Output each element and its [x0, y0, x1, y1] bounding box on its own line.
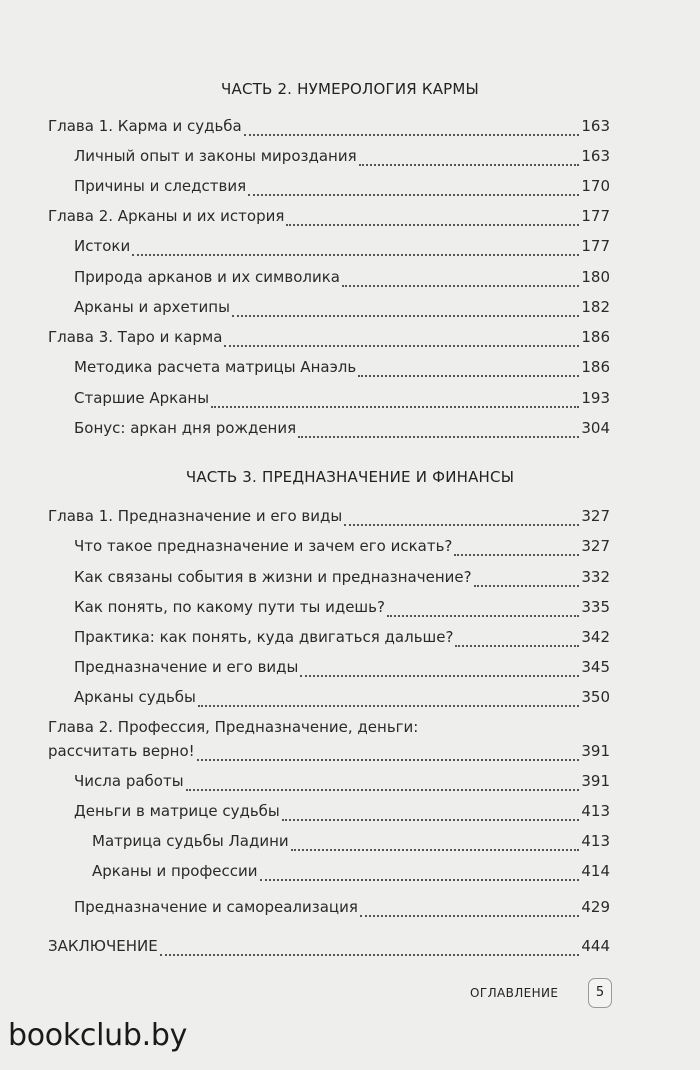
leader-dots: [282, 808, 580, 821]
toc-entry-title: Предназначение и его виды: [74, 658, 299, 676]
part-3-title: ЧАСТЬ 3. ПРЕДНАЗНАЧЕНИЕ И ФИНАНСЫ: [185, 468, 515, 486]
leader-dots: [300, 664, 579, 677]
toc-entry[interactable]: [74, 419, 610, 445]
toc-entry-title: Арканы и профессии: [92, 862, 258, 880]
toc-entry-page: 414: [581, 862, 610, 880]
toc-entry-page: 327: [581, 507, 610, 525]
toc-entry[interactable]: [74, 358, 610, 384]
toc-entry-page: 444: [581, 937, 610, 955]
toc-entry-page: 327: [581, 537, 610, 555]
leader-dots: [132, 243, 579, 256]
toc-entry-title: Арканы судьбы: [74, 688, 196, 706]
toc-entry-title: Как связаны события в жизни и предназначение?: [74, 568, 472, 586]
watermark-text: bookclub.by: [8, 1018, 188, 1053]
running-footer-section: ОГЛАВЛЕНИЕ: [470, 986, 559, 1000]
toc-entry-page: 335: [581, 598, 610, 616]
leader-dots: [224, 334, 579, 347]
leader-dots: [342, 274, 579, 287]
toc-entry-title: Предназначение и самореализация: [74, 898, 358, 916]
leader-dots: [387, 604, 579, 617]
toc-entry-page: 163: [581, 117, 610, 135]
toc-entry-title-line-1[interactable]: Глава 2. Профессия, Предназначение, деньги:: [48, 718, 419, 736]
leader-dots: [358, 364, 579, 377]
toc-entry-title: Бонус: аркан дня рождения: [74, 419, 297, 437]
toc-entry-conclusion[interactable]: [48, 937, 610, 963]
toc-entry-title: Практика: как понять, куда двигаться дальше?: [74, 628, 454, 646]
toc-entry-title: Природа арканов и их символика: [74, 268, 340, 286]
toc-entry-title: Личный опыт и законы мироздания: [74, 147, 357, 165]
page-number: 5: [588, 978, 612, 1008]
toc-entry[interactable]: [48, 207, 610, 233]
leader-dots: [360, 904, 579, 917]
toc-entry-page: 332: [581, 568, 610, 586]
toc-entry-page: 391: [581, 772, 610, 790]
toc-entry-title: Что такое предназначение и зачем его искать?: [74, 537, 453, 555]
toc-entry[interactable]: [74, 389, 610, 415]
toc-entry-title: Как понять, по какому пути ты идешь?: [74, 598, 385, 616]
toc-entry-title: ЗАКЛЮЧЕНИЕ: [48, 937, 158, 955]
leader-dots: [359, 153, 580, 166]
toc-entry[interactable]: [74, 772, 610, 798]
leader-dots: [244, 123, 580, 136]
toc-entry-title: Причины и следствия: [74, 177, 247, 195]
toc-entry-page: 413: [581, 832, 610, 850]
toc-entry-page: 163: [581, 147, 610, 165]
leader-dots: [455, 634, 579, 647]
toc-entry-title: Числа работы: [74, 772, 184, 790]
toc-entry-page: 350: [581, 688, 610, 706]
toc-entry[interactable]: [74, 628, 610, 654]
toc-entry-title: Деньги в матрице судьбы: [74, 802, 280, 820]
toc-entry-page: 186: [581, 358, 610, 376]
toc-entry-title: Матрица судьбы Ладини: [92, 832, 289, 850]
toc-entry-page: 413: [581, 802, 610, 820]
toc-entry[interactable]: [74, 688, 610, 714]
toc-entry-page: 182: [581, 298, 610, 316]
toc-entry-title: рассчитать верно!: [48, 742, 195, 760]
toc-entry-page: 345: [581, 658, 610, 676]
toc-entry[interactable]: [74, 298, 610, 324]
toc-entry[interactable]: [74, 268, 610, 294]
toc-entry[interactable]: [74, 537, 610, 563]
leader-dots: [474, 574, 580, 587]
toc-entry-title: Глава 3. Таро и карма: [48, 328, 223, 346]
toc-entry-page: 429: [581, 898, 610, 916]
toc-entry-page: 186: [581, 328, 610, 346]
toc-entry-page: 170: [581, 177, 610, 195]
leader-dots: [198, 694, 579, 707]
toc-entry[interactable]: [74, 237, 610, 263]
toc-entry-title: Арканы и архетипы: [74, 298, 230, 316]
toc-entry-title: Истоки: [74, 237, 131, 255]
toc-entry-page: 193: [581, 389, 610, 407]
toc-entry-title: Глава 1. Карма и судьба: [48, 117, 242, 135]
leader-dots: [211, 395, 579, 408]
toc-entry[interactable]: [74, 147, 610, 173]
leader-dots: [454, 543, 579, 556]
part-2-title: ЧАСТЬ 2. НУМЕРОЛОГИЯ КАРМЫ: [221, 80, 479, 98]
toc-entry-title: Глава 2. Арканы и их история: [48, 207, 285, 225]
leader-dots: [286, 213, 579, 226]
toc-entry-page: 304: [581, 419, 610, 437]
toc-entry[interactable]: [74, 802, 610, 828]
toc-entry-page: 391: [581, 742, 610, 760]
toc-entry[interactable]: [48, 742, 610, 768]
toc-entry-title: Методика расчета матрицы Анаэль: [74, 358, 357, 376]
toc-entry-page: 177: [581, 237, 610, 255]
leader-dots: [260, 868, 580, 881]
toc-entry-page: 177: [581, 207, 610, 225]
toc-entry[interactable]: [48, 328, 610, 354]
leader-dots: [248, 183, 579, 196]
leader-dots: [344, 513, 579, 526]
leader-dots: [160, 943, 580, 956]
toc-entry[interactable]: [74, 177, 610, 203]
toc-entry[interactable]: [74, 658, 610, 684]
leader-dots: [291, 838, 580, 851]
toc-entry-page: 342: [581, 628, 610, 646]
toc-entry-title: Старшие Арканы: [74, 389, 210, 407]
leader-dots: [186, 778, 580, 791]
leader-dots: [197, 748, 580, 761]
toc-entry[interactable]: [48, 507, 610, 533]
toc-entry[interactable]: [48, 117, 610, 143]
leader-dots: [298, 425, 579, 438]
toc-entry-page: 180: [581, 268, 610, 286]
toc-entry[interactable]: [74, 568, 610, 594]
toc-entry-title: Глава 1. Предназначение и его виды: [48, 507, 343, 525]
toc-entry[interactable]: [92, 862, 610, 888]
toc-entry[interactable]: [92, 832, 610, 858]
leader-dots: [232, 304, 579, 317]
toc-entry[interactable]: [74, 598, 610, 624]
toc-entry[interactable]: [74, 898, 610, 924]
